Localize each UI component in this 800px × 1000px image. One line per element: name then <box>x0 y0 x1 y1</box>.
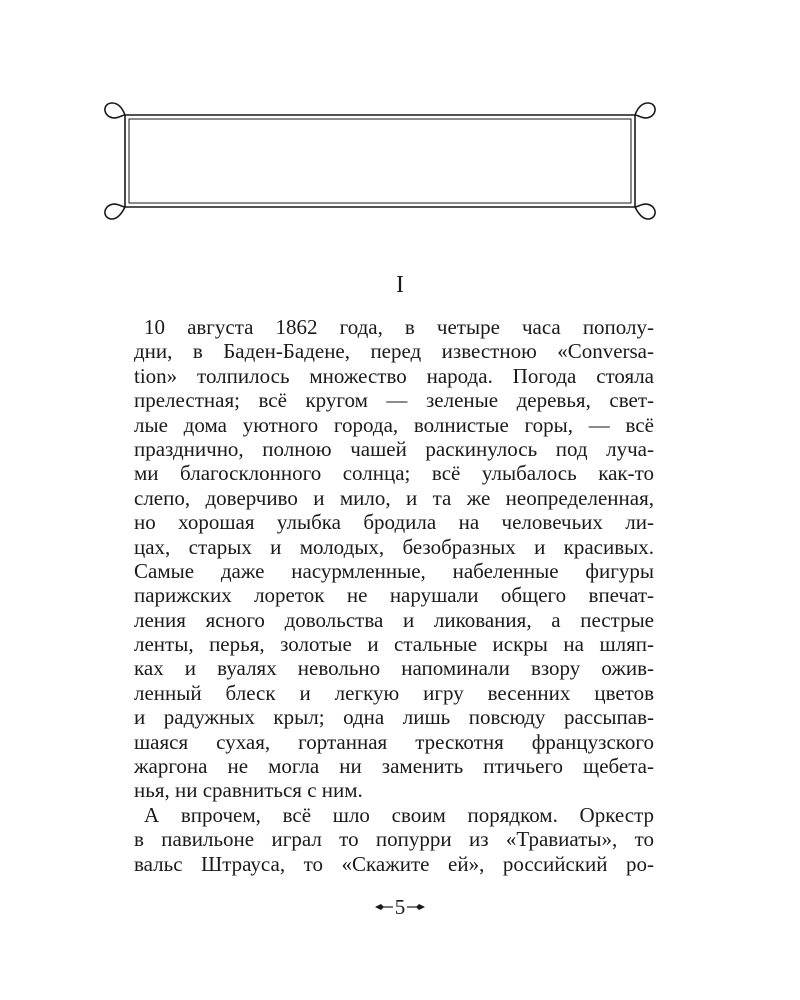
chapter-number: I <box>396 272 404 298</box>
text-line: слепо, доверчиво и мило, и та же неопределенная, <box>134 485 654 510</box>
text-line: А впрочем, всё шло своим порядком. Оркестр <box>144 802 654 827</box>
text-line: ми благосклонного солнца; всё улыбалось как-то <box>134 461 654 486</box>
text-line: tion» толпилось множество народа. Погода стояла <box>134 363 654 388</box>
page-number: 5 <box>394 895 406 919</box>
page-footer <box>0 893 800 921</box>
text-line: цах, старых и молодых, безобразных и красивых. <box>134 534 654 559</box>
text-line: ления ясного довольства и ликования, а пестрые <box>134 607 654 632</box>
text-line: ках и вуалях невольно напоминали взору ожив- <box>134 656 654 681</box>
text-line: вальс Штрауса, то «Скажите ей», российский ро- <box>134 851 654 876</box>
text-line: нья, ни сравниться с ним. <box>134 778 363 803</box>
diamond-arrow-icon <box>407 902 425 912</box>
text-line: лые дома уютного города, волнистые горы, — всё <box>134 412 654 437</box>
chapter-text <box>134 315 654 876</box>
text-line: прелестная; всё кругом — зеленые деревья, свет- <box>134 388 654 413</box>
text-line: и радужных крыл; одна лишь повсюду рассыпав- <box>134 705 654 730</box>
ornamental-frame <box>100 95 660 227</box>
text-line: но хорошая улыбка бродила на человечьих ли- <box>134 510 654 535</box>
text-line: парижских лореток не нарушали общего впечат- <box>134 583 654 608</box>
text-line: 10 августа 1862 года, в четыре часа пополу- <box>144 315 654 339</box>
diamond-arrow-icon <box>375 902 393 912</box>
text-line: дни, в Баден-Бадене, перед известною «Conversa- <box>134 339 654 364</box>
text-line: празднично, полною чашей раскинулось под луча- <box>134 436 654 461</box>
text-line: жаргона не могла ни заменить птичьего щебета- <box>134 754 654 779</box>
text-line: Самые даже насурмленные, набеленные фигуры <box>134 558 654 583</box>
text-line: ленный блеск и легкую игру весенних цветов <box>134 680 654 705</box>
text-line: ленты, перья, золотые и стальные искры на шляп- <box>134 632 654 657</box>
text-line: шаяся сухая, гортанная трескотня французского <box>134 729 654 754</box>
text-line: в павильоне играл то попурри из «Травиаты», то <box>134 827 654 852</box>
